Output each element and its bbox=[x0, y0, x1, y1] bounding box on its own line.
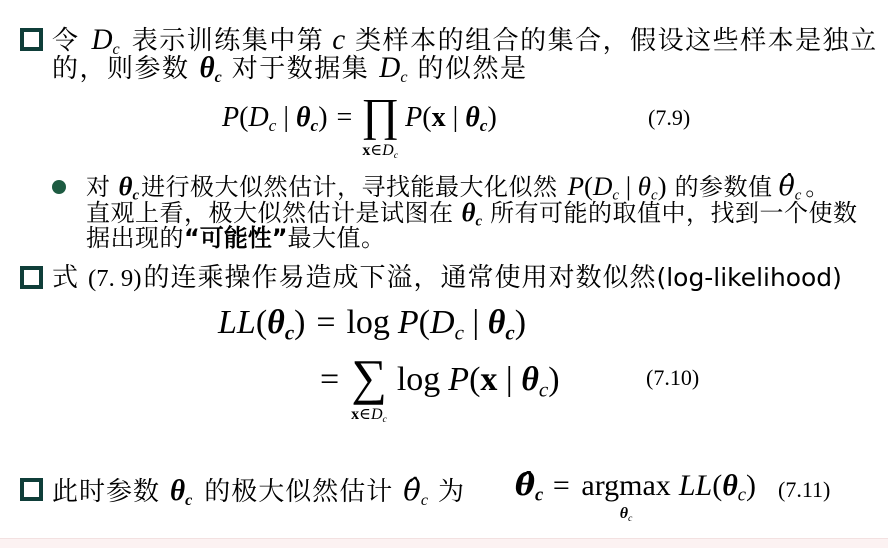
math-subscript-c: c bbox=[132, 187, 140, 204]
math-theta: θ bbox=[637, 171, 651, 201]
sum-lower-limit bbox=[351, 406, 387, 429]
equals-sign: = bbox=[552, 469, 570, 502]
math-var-x: x bbox=[362, 142, 371, 159]
math-theta-hat: θ̂ bbox=[403, 473, 421, 507]
math-subscript-c: c bbox=[420, 491, 428, 509]
math-close-paren: ) bbox=[548, 361, 560, 398]
argmax-lower-limit bbox=[620, 505, 633, 528]
math-open-paren: ( bbox=[239, 102, 249, 133]
math-subscript-c: c bbox=[268, 116, 277, 136]
square-bullet-icon bbox=[20, 478, 43, 501]
math-var-x: x bbox=[431, 102, 446, 133]
math-subscript-c: c bbox=[400, 68, 408, 86]
math-theta: θ bbox=[118, 171, 133, 201]
math-var-D: D bbox=[592, 171, 613, 201]
math-close-paren: ) bbox=[487, 102, 497, 133]
equation-tag: (7.11) bbox=[778, 477, 831, 502]
math-var-P: P bbox=[405, 102, 423, 133]
math-var-P: P bbox=[222, 102, 240, 133]
text-run: 直观上看，极大似然估计是试图在 bbox=[86, 199, 454, 227]
math-bar: | bbox=[625, 171, 632, 201]
math-subscript-c: c bbox=[794, 187, 802, 204]
math-subscript-c: c bbox=[214, 68, 222, 86]
product-lower-limit bbox=[362, 142, 398, 165]
para3-line1 bbox=[52, 475, 464, 516]
sum-operator bbox=[351, 349, 387, 425]
math-subscript-c: c bbox=[454, 320, 464, 345]
text-run: 类样本的组合的集合，假设这些样本是独立 bbox=[355, 26, 878, 56]
equation-tag: (7.10) bbox=[646, 365, 700, 390]
math-open-paren: ( bbox=[418, 304, 430, 341]
math-log: log bbox=[346, 304, 390, 341]
math-var-P: P bbox=[567, 171, 584, 201]
math-theta: θ bbox=[296, 102, 311, 133]
math-theta: θ bbox=[199, 52, 215, 84]
sum-symbol: ∑ bbox=[351, 349, 387, 405]
math-subscript-c: c bbox=[393, 149, 399, 161]
math-theta: θ bbox=[170, 475, 186, 507]
math-subscript-c: c bbox=[505, 320, 515, 345]
para2-line1 bbox=[52, 263, 842, 294]
math-subscript-c: c bbox=[112, 40, 120, 58]
equals-sign: = bbox=[316, 304, 336, 341]
math-bar: | bbox=[505, 361, 513, 398]
math-bar: | bbox=[452, 102, 459, 133]
equation-7-10-line1 bbox=[218, 303, 526, 352]
math-close-paren: ) bbox=[657, 171, 667, 201]
math-var-x: x bbox=[351, 406, 360, 423]
para1-line2 bbox=[52, 53, 528, 93]
math-subscript-c: c bbox=[535, 484, 544, 506]
math-close-paren: ) bbox=[514, 304, 527, 341]
text-run: 对 bbox=[86, 173, 111, 201]
math-open-paren: ( bbox=[255, 304, 268, 341]
math-element-of: ∈ bbox=[359, 406, 371, 423]
math-var-c: c bbox=[332, 24, 346, 56]
text-run: 据出现的 bbox=[86, 224, 184, 252]
math-open-paren: ( bbox=[712, 469, 723, 502]
text-run: 对于数据集 bbox=[231, 54, 370, 84]
math-subscript-c: c bbox=[612, 187, 619, 204]
math-open-paren: ( bbox=[583, 171, 593, 201]
text-run: 为 bbox=[437, 477, 464, 507]
math-var-LL: LL bbox=[218, 304, 256, 341]
equals-sign: = bbox=[336, 102, 353, 133]
math-theta: θ bbox=[487, 304, 506, 341]
round-bullet-icon bbox=[52, 180, 66, 194]
text-run: 最大值。 bbox=[287, 224, 386, 252]
math-subscript-c: c bbox=[310, 116, 319, 136]
math-theta: θ bbox=[722, 469, 738, 502]
text-run: 的，则参数 bbox=[52, 54, 190, 84]
math-var-D: D bbox=[379, 52, 401, 84]
equals-sign: = bbox=[320, 361, 340, 398]
equation-reference: (7. 9) bbox=[88, 265, 142, 292]
text-run: 此时参数 bbox=[52, 477, 161, 507]
math-subscript-c: c bbox=[284, 320, 295, 345]
text-run: 的似然是 bbox=[417, 54, 528, 84]
math-var-D: D bbox=[370, 406, 383, 423]
math-subscript-c: c bbox=[382, 413, 387, 425]
math-open-paren: ( bbox=[422, 102, 432, 133]
math-var-D: D bbox=[430, 304, 455, 341]
math-log: log bbox=[396, 361, 441, 398]
math-subscript-c: c bbox=[538, 377, 549, 402]
math-subscript-c: c bbox=[475, 213, 483, 230]
math-var-D: D bbox=[91, 24, 113, 56]
math-subscript-c: c bbox=[651, 187, 658, 204]
math-theta: θ bbox=[521, 361, 539, 398]
quoted-term: “可能性” bbox=[184, 224, 288, 252]
text-run: 令 bbox=[52, 26, 80, 56]
math-bar: | bbox=[472, 304, 480, 341]
math-var-x: x bbox=[480, 361, 498, 398]
footer-band bbox=[0, 538, 888, 548]
text-run: 式 bbox=[52, 263, 79, 293]
math-close-paren: ) bbox=[294, 304, 306, 341]
math-bar: | bbox=[283, 102, 289, 133]
math-var-D: D bbox=[382, 142, 394, 159]
text-run: 的连乘操作易造成下溢，通常使用对数似然 bbox=[143, 263, 657, 293]
math-theta-hat: θ̂ bbox=[515, 468, 536, 503]
equation-7-10-line2 bbox=[320, 349, 560, 425]
text-run: 。 bbox=[805, 173, 830, 201]
product-operator bbox=[361, 89, 400, 161]
argmax-operator bbox=[581, 466, 671, 524]
square-bullet-icon bbox=[20, 266, 43, 289]
text-run: 的参数值 bbox=[674, 173, 773, 201]
math-theta: θ bbox=[619, 505, 629, 522]
text-run: 进行极大似然估计，寻找能最大化似然 bbox=[141, 173, 558, 201]
math-theta: θ bbox=[267, 304, 285, 341]
math-theta: θ bbox=[461, 197, 476, 227]
text-run: 所有可能的取值中，找到一个使数 bbox=[490, 199, 858, 227]
math-element-of: ∈ bbox=[370, 142, 383, 159]
square-bullet-icon bbox=[20, 28, 43, 51]
argmax-label: argmax bbox=[581, 469, 671, 502]
term-log-likelihood: (log-likelihood) bbox=[656, 263, 842, 292]
text-run: 表示训练集中第 bbox=[131, 26, 325, 56]
math-theta-hat: θ̂ bbox=[778, 171, 795, 202]
math-open-paren: ( bbox=[469, 361, 481, 398]
math-subscript-c: c bbox=[737, 484, 747, 506]
equation-tag: (7.9) bbox=[648, 105, 691, 130]
text-run: 的极大似然估计 bbox=[204, 477, 394, 507]
bullet-line3 bbox=[86, 225, 386, 251]
math-close-paren: ) bbox=[318, 102, 328, 133]
math-subscript-c: c bbox=[479, 116, 488, 136]
math-var-LL: LL bbox=[678, 469, 713, 502]
math-var-P: P bbox=[397, 304, 419, 341]
math-var-P: P bbox=[448, 361, 470, 398]
math-close-paren: ) bbox=[746, 469, 757, 502]
product-symbol: ∏ bbox=[361, 89, 400, 140]
math-subscript-c: c bbox=[185, 491, 193, 509]
equation-7-11 bbox=[515, 466, 757, 524]
math-var-D: D bbox=[248, 102, 269, 133]
math-subscript-c: c bbox=[628, 512, 633, 524]
equation-7-9 bbox=[222, 89, 497, 161]
math-theta: θ bbox=[465, 102, 480, 133]
